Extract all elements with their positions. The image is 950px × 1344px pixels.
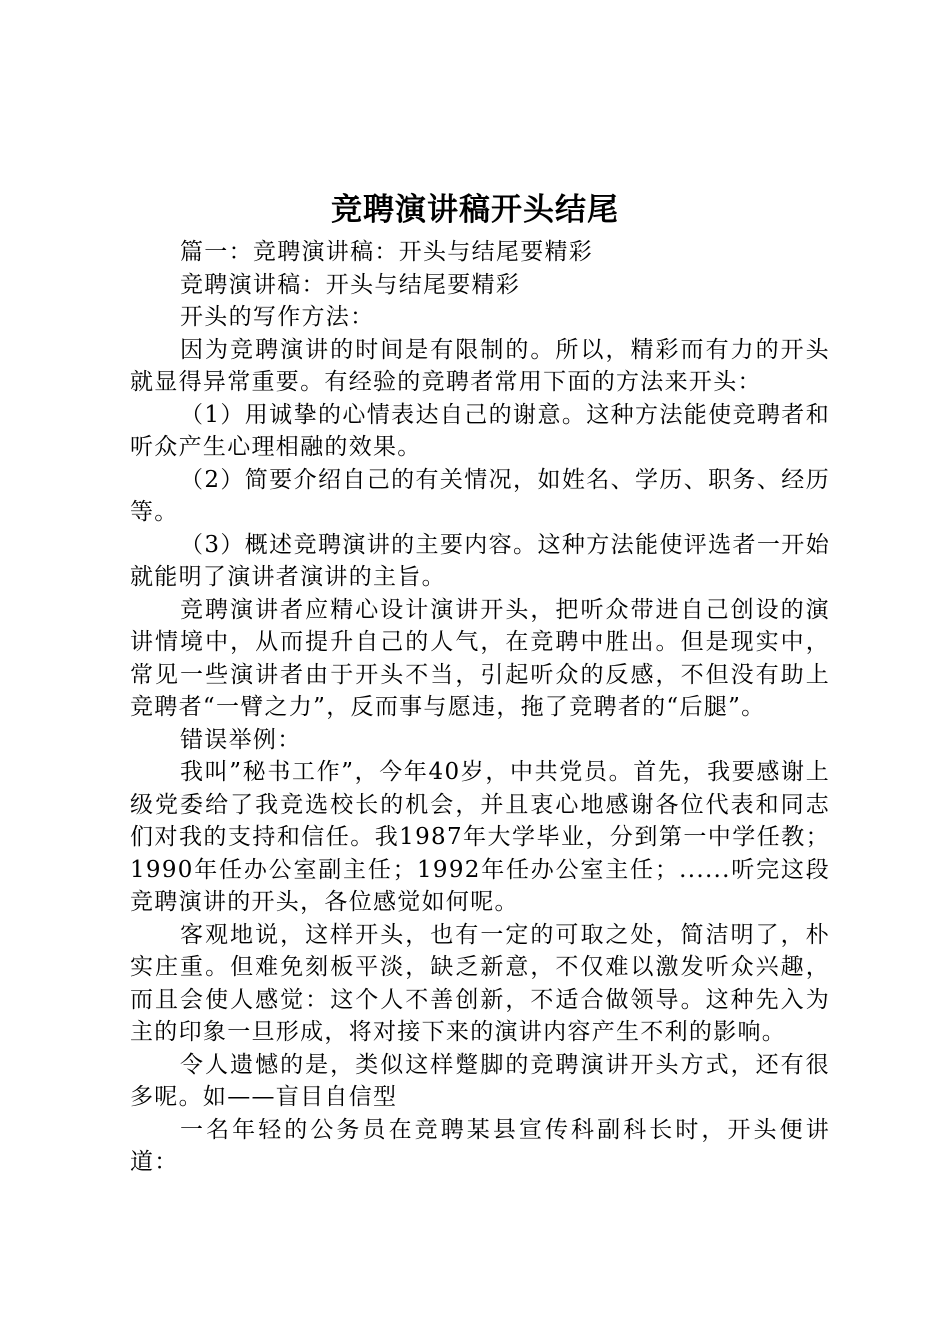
paragraph-method-3: （3）概述竞聘演讲的主要内容。这种方法能使评选者一开始就能明了演讲者演讲的主旨。 <box>130 531 830 590</box>
paragraph-method-2: （2）简要介绍自己的有关情况，如姓名、学历、职务、经历等。 <box>130 466 830 525</box>
paragraph-design-advice: 竞聘演讲者应精心设计演讲开头，把听众带进自己创设的演讲情境中，从而提升自己的人气，在竞聘中胜出。但是现实中，常见一些演讲者由于开头不当，引起听众的反感，不但没有助上竞聘者“一臂之力”，反而事与愿违，拖了竞聘者的“后腿”。 <box>130 596 830 720</box>
paragraph-error-example: 我叫”秘书工作”，今年40岁，中共党员。首先，我要感谢上级党委给了我竞选校长的机会，并且衷心地感谢各位代表和同志们对我的支持和信任。我1987年大学毕业，分到第一中学任教；1990年任办公室副主任；1992年任办公室主任；......听完这段竞聘演讲的开头，各位感觉如何呢。 <box>130 759 830 915</box>
paragraph-example-start: 一名年轻的公务员在竞聘某县宣传科副科长时，开头便讲道： <box>130 1116 830 1175</box>
document-body <box>130 236 830 1179</box>
paragraph-section-heading: 篇一：竞聘演讲稿：开头与结尾要精彩 <box>180 239 594 265</box>
document-title: 竞聘演讲稿开头结尾 <box>331 192 619 228</box>
paragraph-method-heading: 开头的写作方法： <box>180 304 375 330</box>
paragraph-error-heading: 错误举例： <box>180 726 302 753</box>
paragraph-subtitle: 竞聘演讲稿：开头与结尾要精彩 <box>180 271 521 298</box>
paragraph-analysis: 客观地说，这样开头，也有一定的可取之处，简洁明了，朴实庄重。但难免刻板平淡，缺乏新意，不仅难以激发听众兴趣，而且会使人感觉：这个人不善创新，不适合做领导。这种先入为主的印象一旦形成，将对接下来的演讲内容产生不利的影响。 <box>130 921 830 1045</box>
paragraph-intro: 因为竞聘演讲的时间是有限制的。所以，精彩而有力的开头就显得异常重要。有经验的竞聘者常用下面的方法来开头： <box>130 336 830 395</box>
paragraph-method-1: （1）用诚挚的心情表达自己的谢意。这种方法能使竞聘者和听众产生心理相融的效果。 <box>130 401 830 460</box>
paragraph-regret: 令人遗憾的是，类似这样蹩脚的竞聘演讲开头方式，还有很多呢。如——盲目自信型 <box>130 1051 830 1110</box>
